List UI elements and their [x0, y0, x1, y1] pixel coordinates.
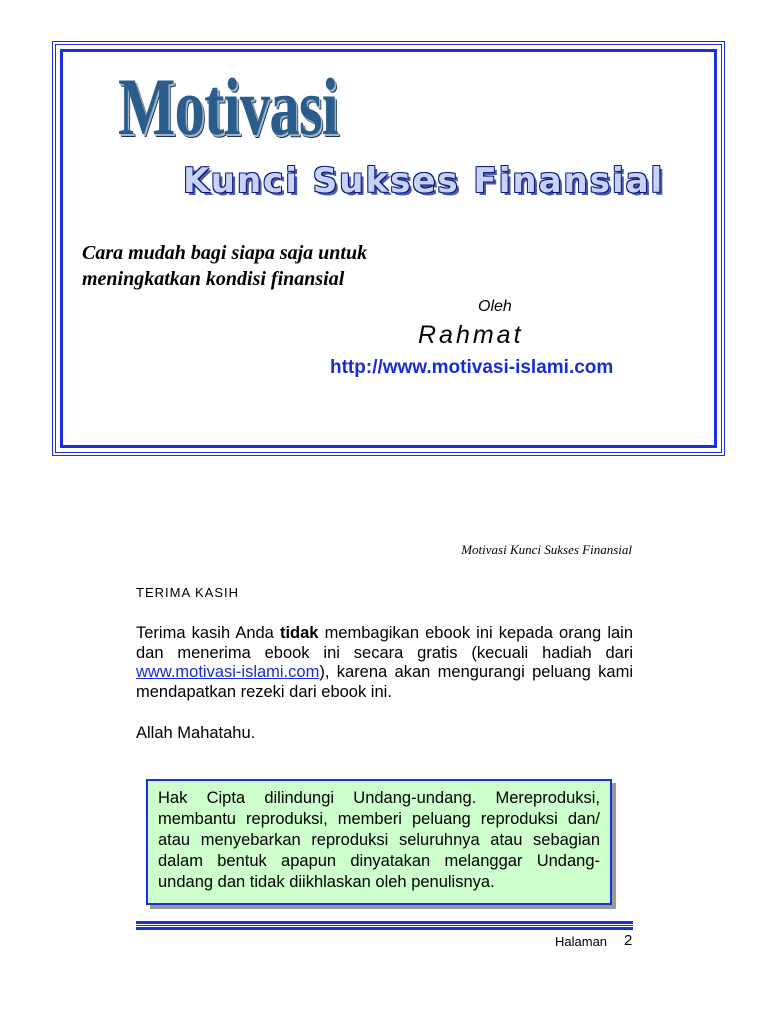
tagline-line-2: meningkatkan kondisi finansial [82, 268, 345, 290]
para-text-1: Terima kasih Anda [136, 624, 280, 642]
tagline-line-1: Cara mudah bagi siapa saja untuk [82, 242, 368, 264]
inline-website-link[interactable]: www.motivasi-islami.com [136, 663, 320, 681]
para-text-3: ), karena akan mengurangi peluang kami mendapatkan rezeki dari ebook ini. [136, 663, 633, 701]
page-number: 2 [624, 932, 633, 949]
section-heading: TERIMA KASIH [136, 585, 240, 600]
cover-tagline [82, 240, 482, 292]
page-label: Halaman [555, 934, 608, 949]
closing-line: Allah Mahatahu. [136, 724, 256, 742]
cover-title-logo: Motivasi [118, 61, 338, 152]
cover-subtitle-logo: Kunci Sukses Finansial [183, 161, 665, 201]
running-header: Motivasi Kunci Sukses Finansial [461, 542, 632, 557]
copyright-notice: Hak Cipta dilindungi Undang-undang. Mereproduksi, membantu reproduksi, memberi peluang reproduksi dan/ atau menyebarkan reproduksi seluruhnya atau sebagian dalam bentuk apapun dinyatakan melanggar Undang-undang dan tidak diikhlaskan oleh penulisnya. [146, 779, 612, 905]
author-name: Rahmat [418, 321, 524, 349]
footer-divider [136, 921, 633, 930]
by-label: Oleh [478, 298, 512, 315]
cover-website-link[interactable]: http://www.motivasi-islami.com [330, 357, 614, 378]
thank-you-paragraph [136, 624, 633, 702]
para-text-2: membagikan ebook ini kepada orang lain dan menerima ebook ini secara gratis (kecuali hadiah dari [136, 624, 634, 662]
para-bold-word: tidak [279, 624, 319, 642]
